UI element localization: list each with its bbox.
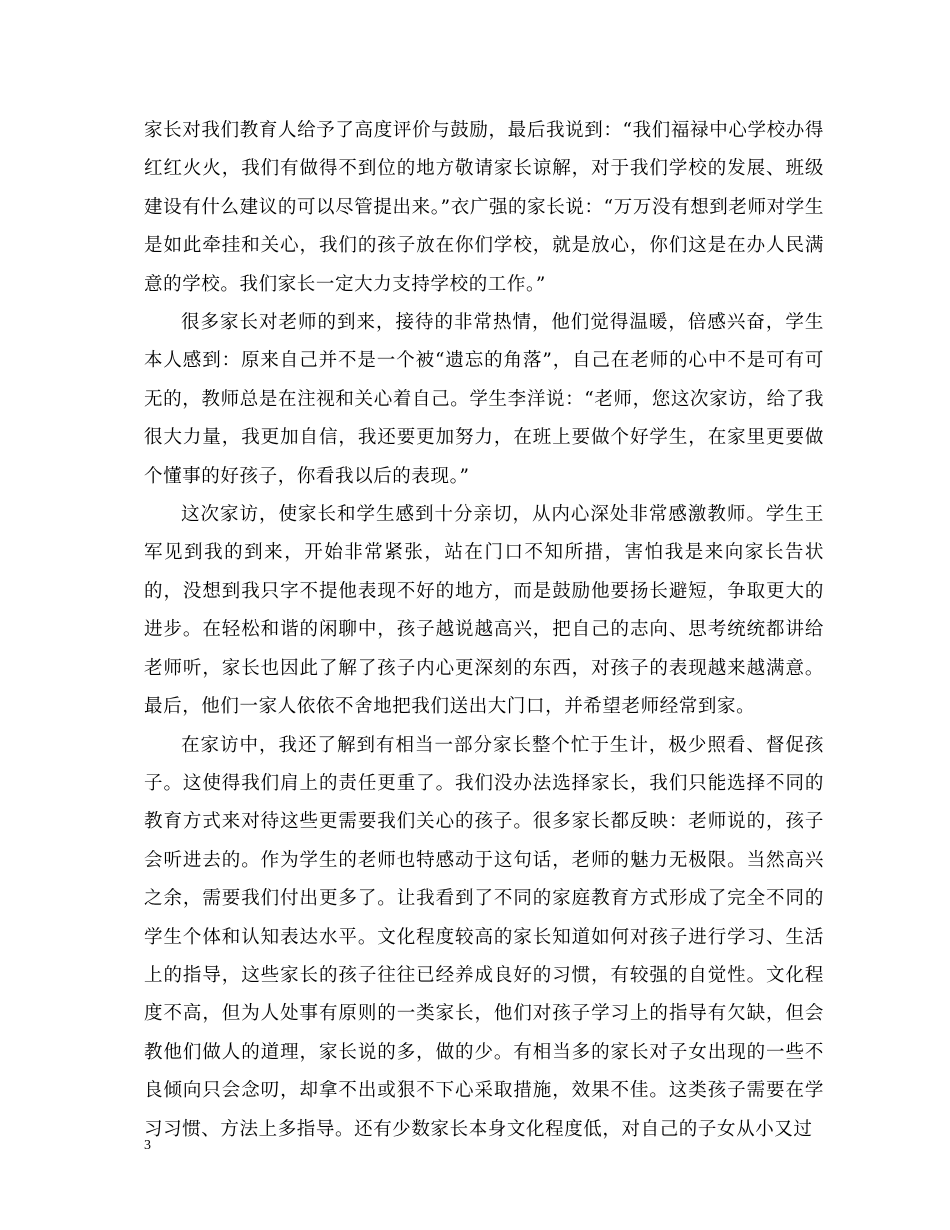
paragraph-4: 在家访中，我还了解到有相当一部分家长整个忙于生计，极少照看、督促孩子。这使得我们肩上的责任更重了。我们没办法选择家长，我们只能选择不同的教育方式来对待这些更需要我们关心的孩子。很多家长都反映：老师说的，孩子会听进去的。作为学生的老师也特感动于这句话，老师的魅力无极限。当然高兴之余，需要我们付出更多了。让我看到了不同的家庭教育方式形成了完全不同的学生个体和认知表达水平。文化程度较高的家长知道如何对孩子进行学习、生活上的指导，这些家长的孩子往往已经养成良好的习惯，有较强的自觉性。文化程度不高，但为人处事有原则的一类家长，他们对孩子学习上的指导有欠缺，但会教他们做人的道理，家长说的多，做的少。有相当多的家长对子女出现的一些不良倾向只会念叨，却拿不出或狠不下心采取措施，效果不佳。这类孩子需要在学习习惯、方法上多指导。还有少数家长本身文化程度低，对自己的子女从小又过 — [144, 734, 824, 1140]
paragraph-1: 家长对我们教育人给予了高度评价与鼓励，最后我说到：“我们福禄中心学校办得红红火火，我们有做得不到位的地方敬请家长谅解，对于我们学校的发展、班级建设有什么建议的可以尽管提出来。”衣广强的家长说：“万万没有想到老师对学生是如此牵挂和关心，我们的孩子放在你们学校，就是放心，你们这是在办人民满意的学校。我们家长一定大力支持学校的工作。” — [144, 120, 824, 295]
paragraph-3: 这次家访，使家长和学生感到十分亲切，从内心深处非常感激教师。学生王军见到我的到来，开始非常紧张，站在门口不知所措，害怕我是来向家长告状的，没想到我只字不提他表现不好的地方，而是鼓励他要扬长避短，争取更大的进步。在轻松和谐的闲聊中，孩子越说越高兴，把自己的志向、思考统统都讲给老师听，家长也因此了解了孩子内心更深刻的东西，对孩子的表现越来越满意。最后，他们一家人依依不舍地把我们送出大门口，并希望老师经常到家。 — [144, 504, 824, 718]
document-body — [144, 112, 824, 1149]
page-number: 3 — [144, 1138, 151, 1153]
paragraph-2: 很多家长对老师的到来，接待的非常热情，他们觉得温暖，倍感兴奋，学生本人感到：原来自己并不是一个被“遗忘的角落”，自己在老师的心中不是可有可无的，教师总是在注视和关心着自己。学生李洋说：“老师，您这次家访，给了我很大力量，我更加自信，我还要更加努力，在班上要做个好学生，在家里更要做个懂事的好孩子，你看我以后的表现。” — [144, 312, 824, 487]
